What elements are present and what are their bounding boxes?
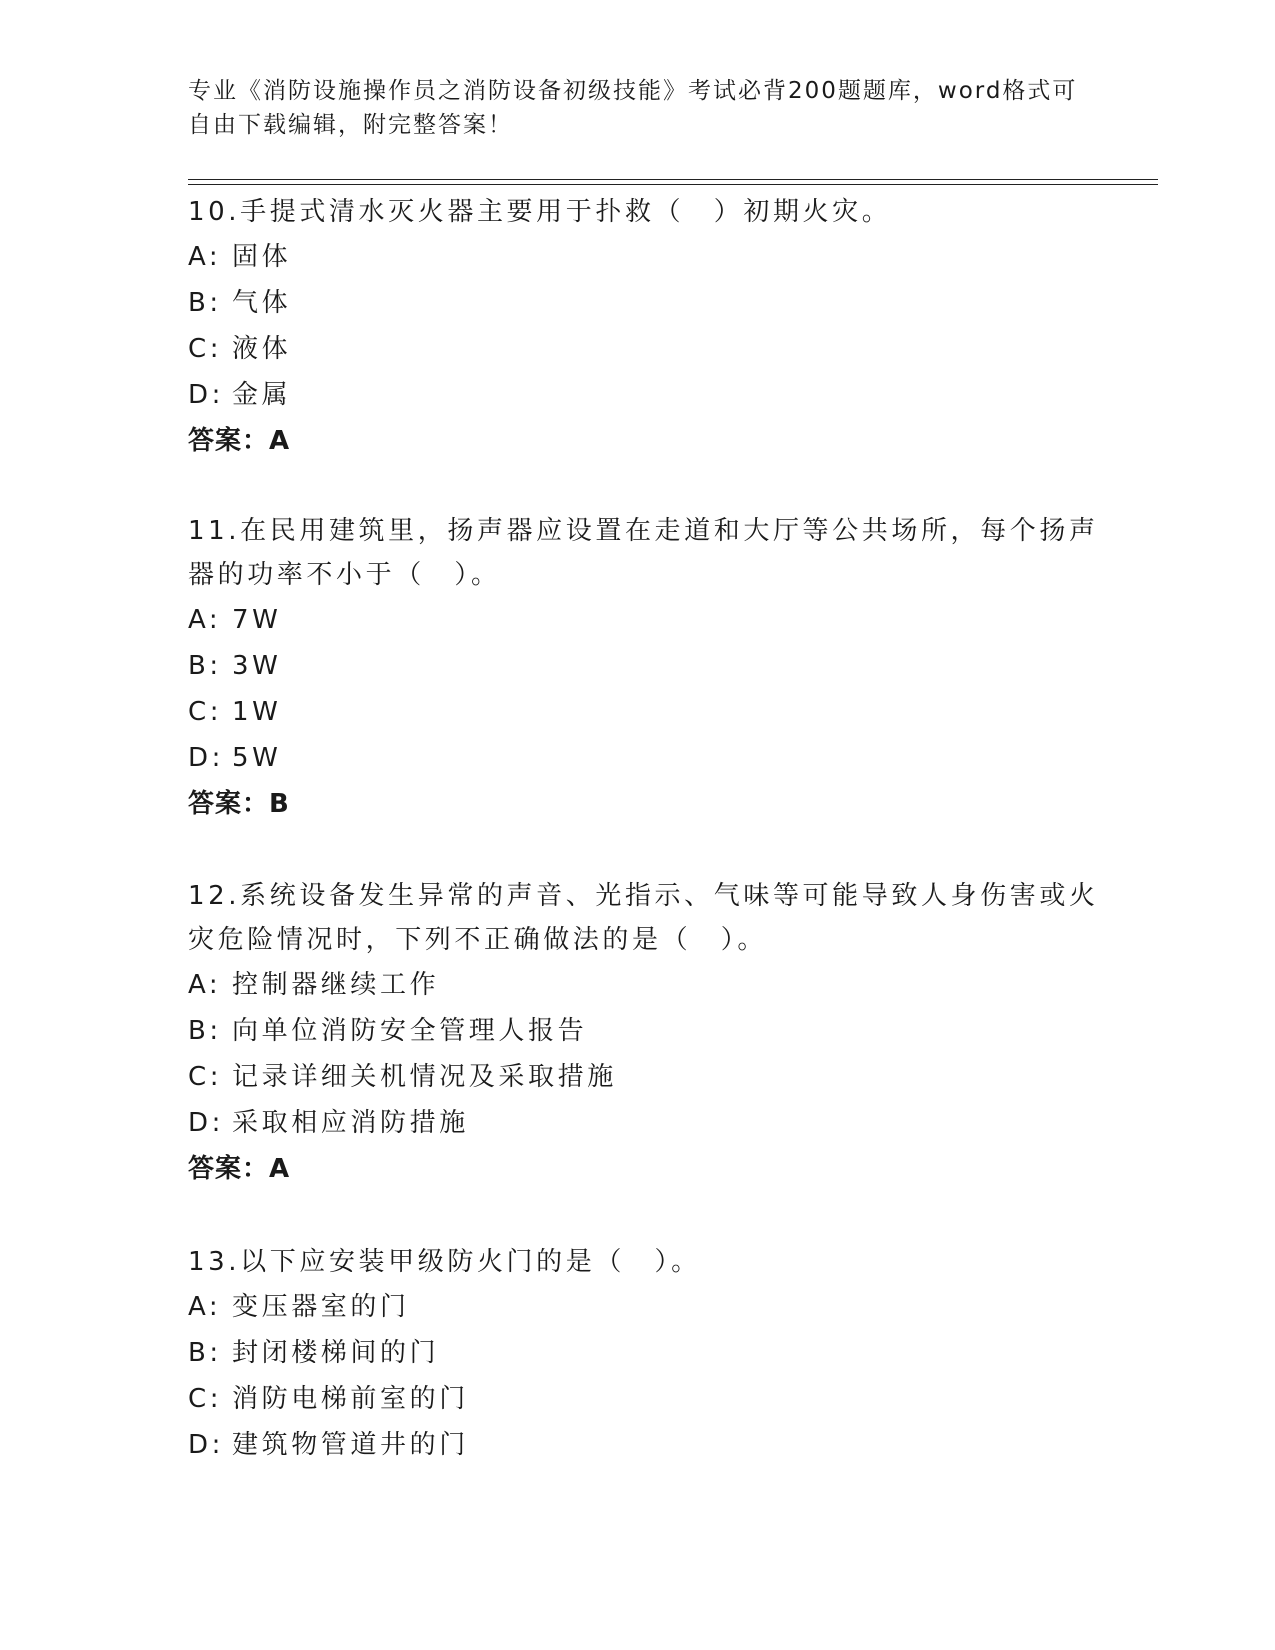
option-a <box>188 597 1088 643</box>
question-stem <box>188 190 1088 234</box>
option-letter: A: <box>188 605 222 635</box>
question-stem-line: 灾危险情况时，下列不正确做法的是（ ）。 <box>188 925 768 955</box>
option-b <box>188 1330 1088 1376</box>
option-text: 气体 <box>232 288 292 318</box>
option-d <box>188 1422 1088 1468</box>
option-letter: D: <box>188 1430 224 1460</box>
option-text: 1W <box>232 697 282 727</box>
document-header <box>188 74 1078 142</box>
option-letter: A: <box>188 242 222 272</box>
option-letter: B: <box>188 1338 222 1368</box>
option-letter: B: <box>188 651 222 681</box>
option-b <box>188 280 1088 326</box>
option-letter: B: <box>188 1016 222 1046</box>
option-letter: C: <box>188 1062 223 1092</box>
option-text: 向单位消防安全管理人报告 <box>232 1016 588 1046</box>
option-a <box>188 1284 1088 1330</box>
option-c <box>188 689 1088 735</box>
option-letter: D: <box>188 380 224 410</box>
option-text: 金属 <box>232 380 292 410</box>
option-letter: A: <box>188 970 222 1000</box>
option-letter: C: <box>188 1384 223 1414</box>
option-text: 封闭楼梯间的门 <box>232 1338 440 1368</box>
header-divider-top <box>188 179 1158 180</box>
option-letter: A: <box>188 1292 222 1322</box>
option-d <box>188 372 1088 418</box>
header-line-1: 专业《消防设施操作员之消防设备初级技能》考试必背200题题库，word格式可 <box>188 78 1078 104</box>
question-stem-line: 13.以下应安装甲级防火门的是（ ）。 <box>188 1247 701 1277</box>
option-letter: D: <box>188 1108 224 1138</box>
option-letter: D: <box>188 743 224 773</box>
option-text: 控制器继续工作 <box>232 970 440 1000</box>
question-stem-line: 10.手提式清水灭火器主要用于扑救（ ）初期火灾。 <box>188 197 892 227</box>
option-text: 5W <box>232 743 282 773</box>
question-stem-line: 11.在民用建筑里，扬声器应设置在走道和大厅等公共场所，每个扬声 <box>188 516 1099 546</box>
option-text: 消防电梯前室的门 <box>232 1384 469 1414</box>
option-a <box>188 962 1088 1008</box>
question-12 <box>188 874 1099 1192</box>
option-text: 7W <box>232 605 282 635</box>
question-stem <box>188 874 1099 962</box>
question-11 <box>188 509 1099 827</box>
option-text: 建筑物管道井的门 <box>232 1430 469 1460</box>
question-stem-line: 12.系统设备发生异常的声音、光指示、气味等可能导致人身伤害或火 <box>188 881 1099 911</box>
option-text: 变压器室的门 <box>232 1292 410 1322</box>
question-stem <box>188 509 1099 597</box>
option-c <box>188 326 1088 372</box>
option-letter: B: <box>188 288 222 318</box>
option-text: 采取相应消防措施 <box>232 1108 469 1138</box>
option-b <box>188 643 1088 689</box>
question-10 <box>188 190 1088 464</box>
answer-key: 答案：B <box>188 789 290 819</box>
option-d <box>188 1100 1088 1146</box>
option-text: 记录详细关机情况及采取措施 <box>232 1062 617 1092</box>
answer-key: 答案：A <box>188 1154 291 1184</box>
option-text: 液体 <box>232 334 292 364</box>
option-c <box>188 1054 1088 1100</box>
header-divider-bottom <box>188 184 1158 185</box>
option-a <box>188 234 1088 280</box>
option-text: 3W <box>232 651 282 681</box>
option-b <box>188 1008 1088 1054</box>
header-line-2: 自由下载编辑，附完整答案！ <box>188 112 513 138</box>
option-d <box>188 735 1088 781</box>
question-stem-line: 器的功率不小于（ ）。 <box>188 560 501 590</box>
answer-key: 答案：A <box>188 426 291 456</box>
option-c <box>188 1376 1088 1422</box>
option-text: 固体 <box>232 242 292 272</box>
question-13 <box>188 1240 1088 1468</box>
option-letter: C: <box>188 697 223 727</box>
option-letter: C: <box>188 334 223 364</box>
question-stem <box>188 1240 1088 1284</box>
